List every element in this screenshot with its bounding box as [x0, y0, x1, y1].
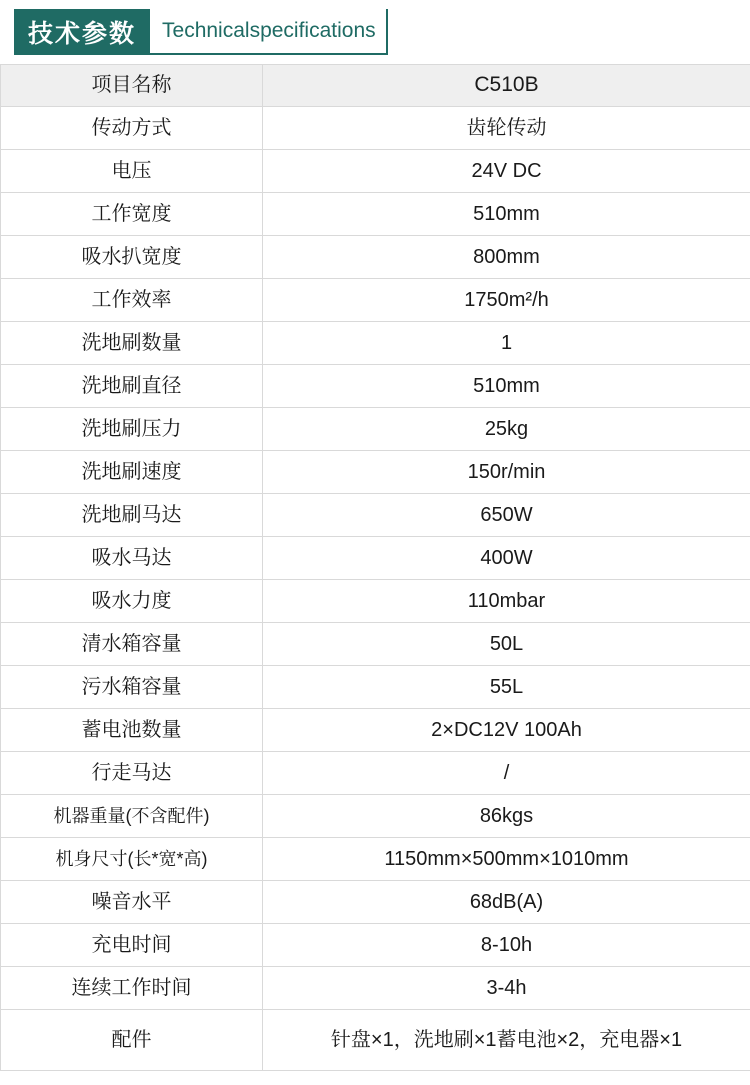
table-row [1, 236, 750, 279]
row-label: 充电时间 [1, 924, 263, 967]
row-label: 清水箱容量 [1, 623, 263, 666]
row-label: 行走马达 [1, 752, 263, 795]
section-header [0, 0, 750, 64]
row-value: 510mm [263, 193, 750, 236]
row-label: 工作效率 [1, 279, 263, 322]
section-title-cn: 技术参数 [14, 9, 150, 55]
row-label: 洗地刷直径 [1, 365, 263, 408]
row-label: 噪音水平 [1, 881, 263, 924]
table-row [1, 795, 750, 838]
row-label: 洗地刷压力 [1, 408, 263, 451]
row-value: 110mbar [263, 580, 750, 623]
table-row [1, 322, 750, 365]
row-label: 吸水力度 [1, 580, 263, 623]
row-value: 55L [263, 666, 750, 709]
row-value: 510mm [263, 365, 750, 408]
row-label: 连续工作时间 [1, 967, 263, 1010]
specifications-table [0, 64, 750, 1071]
table-row [1, 709, 750, 752]
row-label: 电压 [1, 150, 263, 193]
row-value: 齿轮传动 [263, 107, 750, 150]
row-label: 洗地刷数量 [1, 322, 263, 365]
row-value: 针盘×1，洗地刷×1蓄电池×2，充电器×1 [263, 1010, 750, 1071]
table-row [1, 107, 750, 150]
row-value: 650W [263, 494, 750, 537]
table-row [1, 150, 750, 193]
table-row [1, 1010, 750, 1071]
table-row [1, 494, 750, 537]
row-value: / [263, 752, 750, 795]
table-row [1, 451, 750, 494]
table-row [1, 881, 750, 924]
row-value: 2×DC12V 100Ah [263, 709, 750, 752]
table-header-row [1, 65, 750, 107]
row-value: 150r/min [263, 451, 750, 494]
row-label: 传动方式 [1, 107, 263, 150]
row-value: 68dB(A) [263, 881, 750, 924]
row-label: 洗地刷速度 [1, 451, 263, 494]
row-value: 1150mm×500mm×1010mm [263, 838, 750, 881]
row-label: 吸水马达 [1, 537, 263, 580]
row-label: 机器重量(不含配件) [1, 795, 263, 838]
table-row [1, 365, 750, 408]
table-row [1, 623, 750, 666]
row-value: 86kgs [263, 795, 750, 838]
table-row [1, 967, 750, 1010]
row-value: 50L [263, 623, 750, 666]
row-value: 1750m²/h [263, 279, 750, 322]
table-row [1, 408, 750, 451]
row-label: 工作宽度 [1, 193, 263, 236]
table-row [1, 580, 750, 623]
table-row [1, 279, 750, 322]
row-label: 洗地刷马达 [1, 494, 263, 537]
column-header-item: 项目名称 [1, 65, 263, 107]
table-row [1, 838, 750, 881]
row-value: 8-10h [263, 924, 750, 967]
row-label: 污水箱容量 [1, 666, 263, 709]
table-row [1, 193, 750, 236]
section-title-en: Technicalspecifications [150, 9, 388, 55]
row-value: 800mm [263, 236, 750, 279]
row-label: 吸水扒宽度 [1, 236, 263, 279]
row-value: 25kg [263, 408, 750, 451]
table-body [1, 65, 750, 1071]
table-row [1, 537, 750, 580]
row-label: 蓄电池数量 [1, 709, 263, 752]
row-label: 机身尺寸(长*宽*高) [1, 838, 263, 881]
table-row [1, 666, 750, 709]
row-value: 24V DC [263, 150, 750, 193]
row-value: 1 [263, 322, 750, 365]
column-header-model: C510B [263, 65, 750, 107]
row-value: 400W [263, 537, 750, 580]
row-label: 配件 [1, 1010, 263, 1071]
table-row [1, 924, 750, 967]
table-row [1, 752, 750, 795]
row-value: 3-4h [263, 967, 750, 1010]
